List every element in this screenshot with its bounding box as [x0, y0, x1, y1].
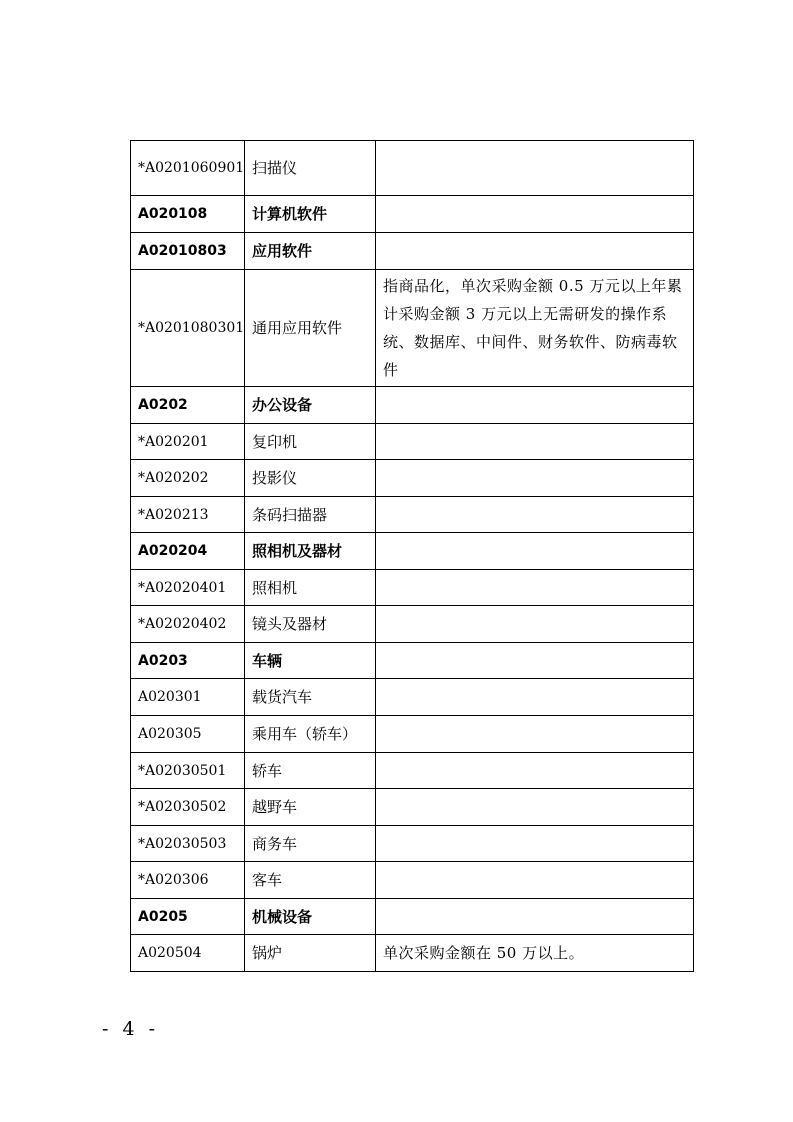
- item-name: 客车: [245, 862, 376, 899]
- item-code: A020305: [131, 716, 245, 753]
- item-name: 载货汽车: [245, 679, 376, 716]
- item-note: [376, 716, 694, 753]
- item-name: 轿车: [245, 753, 376, 789]
- item-code: A0203: [131, 643, 245, 679]
- item-name: 办公设备: [245, 387, 376, 424]
- table-row: [131, 716, 694, 753]
- item-name: 照相机: [245, 570, 376, 606]
- table-row: [131, 141, 694, 196]
- table-row: [131, 753, 694, 789]
- item-code: A020108: [131, 196, 245, 233]
- item-name: 车辆: [245, 643, 376, 679]
- item-code: *A020201: [131, 424, 245, 460]
- item-code: *A020202: [131, 460, 245, 497]
- item-note: [376, 826, 694, 862]
- table-row: [131, 899, 694, 935]
- table-row: [131, 862, 694, 899]
- item-code: *A02020402: [131, 606, 245, 643]
- item-name: 应用软件: [245, 233, 376, 270]
- item-code: *A020306: [131, 862, 245, 899]
- item-code: *A02030502: [131, 789, 245, 826]
- item-name: 复印机: [245, 424, 376, 460]
- table-row: [131, 233, 694, 270]
- item-name: 投影仪: [245, 460, 376, 497]
- item-code: A0202: [131, 387, 245, 424]
- item-note: 单次采购金额在 50 万以上。: [376, 935, 694, 972]
- item-note: 指商品化，单次采购金额 0.5 万元以上年累计采购金额 3 万元以上无需研发的操作系统、数据库、中间件、财务软件、防病毒软件: [376, 270, 694, 387]
- table-row: [131, 826, 694, 862]
- table-row: [131, 460, 694, 497]
- item-name: 锅炉: [245, 935, 376, 972]
- table-row: [131, 679, 694, 716]
- item-note: [376, 141, 694, 196]
- item-code: *A0201080301: [131, 270, 245, 387]
- item-name: 越野车: [245, 789, 376, 826]
- table-row: [131, 533, 694, 570]
- item-name: 镜头及器材: [245, 606, 376, 643]
- item-code: *A02020401: [131, 570, 245, 606]
- table-row: [131, 935, 694, 972]
- item-note: [376, 899, 694, 935]
- item-note: [376, 233, 694, 270]
- item-name: 照相机及器材: [245, 533, 376, 570]
- item-note: [376, 606, 694, 643]
- item-code: A020504: [131, 935, 245, 972]
- item-note: [376, 196, 694, 233]
- item-code: *A02030503: [131, 826, 245, 862]
- item-note: [376, 643, 694, 679]
- item-name: 乘用车（轿车）: [245, 716, 376, 753]
- table-row: [131, 270, 694, 387]
- item-note: [376, 460, 694, 497]
- item-code: A020204: [131, 533, 245, 570]
- item-name: 商务车: [245, 826, 376, 862]
- item-note: [376, 753, 694, 789]
- table-row: [131, 643, 694, 679]
- table-row: [131, 497, 694, 533]
- table-row: [131, 570, 694, 606]
- item-note: [376, 424, 694, 460]
- item-note: [376, 862, 694, 899]
- item-note: [376, 789, 694, 826]
- table-row: [131, 424, 694, 460]
- item-code: A0205: [131, 899, 245, 935]
- table-row: [131, 606, 694, 643]
- item-code: *A0201060901: [131, 141, 245, 196]
- item-note: [376, 387, 694, 424]
- item-code: A020301: [131, 679, 245, 716]
- item-code: *A02030501: [131, 753, 245, 789]
- item-code: A02010803: [131, 233, 245, 270]
- item-code: *A020213: [131, 497, 245, 533]
- item-name: 扫描仪: [245, 141, 376, 196]
- item-note: [376, 679, 694, 716]
- item-note: [376, 533, 694, 570]
- item-name: 机械设备: [245, 899, 376, 935]
- page-number: - 4 -: [102, 1018, 160, 1040]
- procurement-catalog-table: [130, 140, 694, 972]
- item-name: 条码扫描器: [245, 497, 376, 533]
- item-name: 计算机软件: [245, 196, 376, 233]
- table-row: [131, 789, 694, 826]
- table-row: [131, 196, 694, 233]
- item-name: 通用应用软件: [245, 270, 376, 387]
- item-note: [376, 570, 694, 606]
- item-note: [376, 497, 694, 533]
- table-row: [131, 387, 694, 424]
